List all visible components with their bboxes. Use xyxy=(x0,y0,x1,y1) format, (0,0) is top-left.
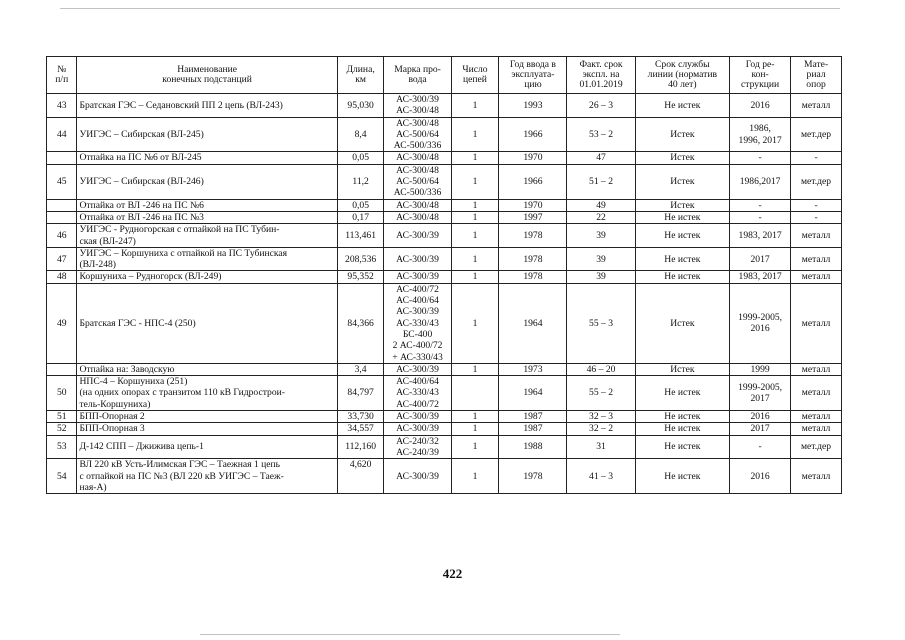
cell-reconstruction-year: 1999-2005, 2016 xyxy=(730,283,791,363)
scan-artifact-top xyxy=(60,8,840,9)
cell-length: 34,557 xyxy=(337,423,384,435)
cell-reconstruction-year: 1999 xyxy=(730,363,791,375)
cell-service-status: Не истек xyxy=(635,435,730,459)
cell-number: 52 xyxy=(47,423,77,435)
cell-number: 49 xyxy=(47,283,77,363)
cell-substation-name: ВЛ 220 кВ Усть-Илимская ГЭС – Таежная 1 цепь с отпайкой на ПС №3 (ВЛ 220 кВ УИГЭС – Таеж- ная-А) xyxy=(77,459,337,494)
cell-service-status: Истек xyxy=(635,283,730,363)
cell-support-material: мет.дер xyxy=(791,117,842,152)
cell-wire-brand: АС-300/39 xyxy=(384,459,451,494)
cell-substation-name: УИГЭС – Коршуниха с отпайкой на ПС Тубинская (ВЛ-248) xyxy=(77,247,337,271)
cell-substation-name: Братская ГЭС - НПС-4 (250) xyxy=(77,283,337,363)
cell-substation-name: НПС-4 – Коршуниха (251) (на одних опорах с транзитом 110 кВ Гидрострои- тель-Коршуниха) xyxy=(77,376,337,411)
cell-actual-service: 39 xyxy=(567,224,635,248)
cell-commission-year: 1978 xyxy=(499,224,567,248)
cell-wire-brand: АС-300/39 xyxy=(384,247,451,271)
cell-actual-service: 55 – 3 xyxy=(567,283,635,363)
table-header-row xyxy=(47,57,842,94)
cell-actual-service: 32 – 2 xyxy=(567,423,635,435)
cell-number: 50 xyxy=(47,376,77,411)
cell-service-status: Не истек xyxy=(635,423,730,435)
header-length: Длина, км xyxy=(337,57,384,94)
cell-wire-brand: АС-300/39 АС-300/48 xyxy=(384,94,451,118)
cell-reconstruction-year: - xyxy=(730,199,791,211)
cell-support-material: мет.дер xyxy=(791,164,842,199)
cell-actual-service: 51 – 2 xyxy=(567,164,635,199)
cell-circuits: 1 xyxy=(451,435,499,459)
cell-reconstruction-year: 2016 xyxy=(730,94,791,118)
header-support-material: Мате- риал опор xyxy=(791,57,842,94)
table-row xyxy=(47,117,842,152)
cell-reconstruction-year: 2016 xyxy=(730,459,791,494)
cell-number: 45 xyxy=(47,164,77,199)
cell-actual-service: 46 – 20 xyxy=(567,363,635,375)
cell-reconstruction-year: 1986,2017 xyxy=(730,164,791,199)
header-reconstruction-year: Год ре- кон- струкции xyxy=(730,57,791,94)
cell-number xyxy=(47,199,77,211)
header-circuits: Число цепей xyxy=(451,57,499,94)
cell-actual-service: 31 xyxy=(567,435,635,459)
cell-number: 43 xyxy=(47,94,77,118)
cell-wire-brand: АС-300/39 xyxy=(384,423,451,435)
cell-service-status: Истек xyxy=(635,363,730,375)
cell-wire-brand: АС-300/48 xyxy=(384,211,451,223)
cell-reconstruction-year: 2017 xyxy=(730,247,791,271)
cell-commission-year: 1978 xyxy=(499,459,567,494)
cell-length: 0,05 xyxy=(337,199,384,211)
cell-commission-year: 1978 xyxy=(499,247,567,271)
cell-reconstruction-year: 1983, 2017 xyxy=(730,224,791,248)
cell-support-material: - xyxy=(791,199,842,211)
cell-circuits: 1 xyxy=(451,94,499,118)
cell-number: 53 xyxy=(47,435,77,459)
table-row xyxy=(47,376,842,411)
cell-service-status: Истек xyxy=(635,117,730,152)
cell-commission-year: 1978 xyxy=(499,271,567,283)
cell-reconstruction-year: 2017 xyxy=(730,423,791,435)
cell-circuits xyxy=(451,376,499,411)
table-row xyxy=(47,152,842,164)
cell-support-material: металл xyxy=(791,271,842,283)
cell-substation-name: Отпайка на ПС №6 от ВЛ-245 xyxy=(77,152,337,164)
cell-substation-name: БПП-Опорная 2 xyxy=(77,411,337,423)
cell-length: 84,366 xyxy=(337,283,384,363)
cell-service-status: Не истек xyxy=(635,411,730,423)
cell-circuits: 1 xyxy=(451,247,499,271)
cell-substation-name: УИГЭС – Сибирская (ВЛ-246) xyxy=(77,164,337,199)
cell-wire-brand: АС-300/39 xyxy=(384,224,451,248)
cell-substation-name: Отпайка от ВЛ -246 на ПС №3 xyxy=(77,211,337,223)
cell-wire-brand: АС-300/48 xyxy=(384,152,451,164)
cell-length: 113,461 xyxy=(337,224,384,248)
cell-reconstruction-year: - xyxy=(730,211,791,223)
cell-actual-service: 41 – 3 xyxy=(567,459,635,494)
cell-number: 54 xyxy=(47,459,77,494)
cell-reconstruction-year: - xyxy=(730,435,791,459)
cell-actual-service: 53 – 2 xyxy=(567,117,635,152)
cell-circuits: 1 xyxy=(451,152,499,164)
cell-actual-service: 32 – 3 xyxy=(567,411,635,423)
cell-service-status: Не истек xyxy=(635,459,730,494)
cell-reconstruction-year: 1999-2005, 2017 xyxy=(730,376,791,411)
cell-number: 47 xyxy=(47,247,77,271)
cell-service-status: Не истек xyxy=(635,211,730,223)
header-substations: Наименование конечных подстанций xyxy=(77,57,337,94)
cell-commission-year: 1970 xyxy=(499,152,567,164)
cell-circuits: 1 xyxy=(451,271,499,283)
cell-wire-brand: АС-300/48 АС-500/64 АС-500/336 xyxy=(384,164,451,199)
table-row xyxy=(47,411,842,423)
cell-wire-brand: АС-300/39 xyxy=(384,411,451,423)
cell-substation-name: Д-142 СПП – Джижива цепь-1 xyxy=(77,435,337,459)
table-row xyxy=(47,224,842,248)
cell-commission-year: 1966 xyxy=(499,164,567,199)
cell-support-material: мет.дер xyxy=(791,435,842,459)
header-commission-year: Год ввода в эксплуата- цию xyxy=(499,57,567,94)
cell-number: 44 xyxy=(47,117,77,152)
cell-actual-service: 22 xyxy=(567,211,635,223)
cell-length: 0,17 xyxy=(337,211,384,223)
cell-length: 95,030 xyxy=(337,94,384,118)
cell-number xyxy=(47,211,77,223)
cell-circuits: 1 xyxy=(451,411,499,423)
cell-support-material: металл xyxy=(791,363,842,375)
table-row xyxy=(47,435,842,459)
cell-circuits: 1 xyxy=(451,283,499,363)
cell-circuits: 1 xyxy=(451,224,499,248)
cell-reconstruction-year: - xyxy=(730,152,791,164)
cell-service-status: Истек xyxy=(635,164,730,199)
cell-actual-service: 47 xyxy=(567,152,635,164)
header-actual-service: Факт. срок экспл. на 01.01.2019 xyxy=(567,57,635,94)
cell-substation-name: УИГЭС – Сибирская (ВЛ-245) xyxy=(77,117,337,152)
cell-substation-name: УИГЭС - Рудногорская с отпайкой на ПС Тубин- ская (ВЛ-247) xyxy=(77,224,337,248)
cell-support-material: металл xyxy=(791,376,842,411)
cell-service-status: Не истек xyxy=(635,247,730,271)
cell-actual-service: 49 xyxy=(567,199,635,211)
cell-actual-service: 39 xyxy=(567,247,635,271)
cell-commission-year: 1970 xyxy=(499,199,567,211)
cell-service-status: Не истек xyxy=(635,224,730,248)
table-row xyxy=(47,423,842,435)
table-row xyxy=(47,247,842,271)
cell-length: 112,160 xyxy=(337,435,384,459)
cell-substation-name: Братская ГЭС – Седановский ПП 2 цепь (ВЛ-243) xyxy=(77,94,337,118)
table-row xyxy=(47,283,842,363)
cell-number xyxy=(47,363,77,375)
cell-wire-brand: АС-300/39 xyxy=(384,271,451,283)
table-row xyxy=(47,199,842,211)
cell-length: 84,797 xyxy=(337,376,384,411)
cell-commission-year: 1987 xyxy=(499,411,567,423)
cell-circuits: 1 xyxy=(451,459,499,494)
cell-commission-year: 1997 xyxy=(499,211,567,223)
cell-length: 4,620 xyxy=(337,459,384,494)
cell-length: 0,05 xyxy=(337,152,384,164)
cell-support-material: металл xyxy=(791,459,842,494)
cell-number: 46 xyxy=(47,224,77,248)
cell-wire-brand: АС-300/48 xyxy=(384,199,451,211)
cell-commission-year: 1993 xyxy=(499,94,567,118)
table-row xyxy=(47,94,842,118)
cell-support-material: металл xyxy=(791,411,842,423)
power-lines-table xyxy=(46,56,842,494)
table-row xyxy=(47,164,842,199)
cell-support-material: металл xyxy=(791,423,842,435)
cell-service-status: Не истек xyxy=(635,94,730,118)
cell-commission-year: 1973 xyxy=(499,363,567,375)
cell-support-material: металл xyxy=(791,283,842,363)
table-row xyxy=(47,459,842,494)
cell-circuits: 1 xyxy=(451,211,499,223)
cell-wire-brand: АС-300/48 АС-500/64 АС-500/336 xyxy=(384,117,451,152)
cell-length: 3,4 xyxy=(337,363,384,375)
cell-actual-service: 39 xyxy=(567,271,635,283)
cell-substation-name: Отпайка от ВЛ -246 на ПС №6 xyxy=(77,199,337,211)
cell-length: 208,536 xyxy=(337,247,384,271)
cell-length: 95,352 xyxy=(337,271,384,283)
cell-substation-name: Коршуниха – Рудногорск (ВЛ-249) xyxy=(77,271,337,283)
cell-length: 33,730 xyxy=(337,411,384,423)
cell-number xyxy=(47,152,77,164)
header-number: № п/п xyxy=(47,57,77,94)
cell-wire-brand: АС-400/72 АС-400/64 АС-300/39 АС-330/43 БС-400 2 АС-400/72 + АС-330/43 xyxy=(384,283,451,363)
cell-service-status: Истек xyxy=(635,199,730,211)
cell-length: 8,4 xyxy=(337,117,384,152)
cell-circuits: 1 xyxy=(451,199,499,211)
cell-service-status: Истек xyxy=(635,152,730,164)
cell-reconstruction-year: 1983, 2017 xyxy=(730,271,791,283)
scan-artifact-bottom xyxy=(200,634,620,635)
cell-number: 48 xyxy=(47,271,77,283)
cell-number: 51 xyxy=(47,411,77,423)
page-number: 422 xyxy=(442,566,463,581)
cell-wire-brand: АС-240/32 АС-240/39 xyxy=(384,435,451,459)
cell-support-material: металл xyxy=(791,247,842,271)
cell-support-material: металл xyxy=(791,94,842,118)
cell-substation-name: Отпайка на: Заводскую xyxy=(77,363,337,375)
cell-commission-year: 1966 xyxy=(499,117,567,152)
cell-reconstruction-year: 2016 xyxy=(730,411,791,423)
cell-service-status: Не истек xyxy=(635,271,730,283)
cell-circuits: 1 xyxy=(451,164,499,199)
cell-actual-service: 26 – 3 xyxy=(567,94,635,118)
cell-support-material: металл xyxy=(791,224,842,248)
table-row xyxy=(47,271,842,283)
table-row xyxy=(47,363,842,375)
header-wire-brand: Марка про- вода xyxy=(384,57,451,94)
cell-commission-year: 1964 xyxy=(499,283,567,363)
cell-commission-year: 1988 xyxy=(499,435,567,459)
cell-circuits: 1 xyxy=(451,363,499,375)
cell-circuits: 1 xyxy=(451,117,499,152)
cell-support-material: - xyxy=(791,211,842,223)
table-row xyxy=(47,211,842,223)
cell-substation-name: БПП-Опорная 3 xyxy=(77,423,337,435)
cell-commission-year: 1987 xyxy=(499,423,567,435)
header-service-life: Срок службы линии (норматив 40 лет) xyxy=(635,57,730,94)
cell-circuits: 1 xyxy=(451,423,499,435)
cell-reconstruction-year: 1986, 1996, 2017 xyxy=(730,117,791,152)
cell-length: 11,2 xyxy=(337,164,384,199)
cell-actual-service: 55 – 2 xyxy=(567,376,635,411)
cell-wire-brand: АС-400/64 АС-330/43 АС-400/72 xyxy=(384,376,451,411)
cell-service-status: Не истек xyxy=(635,376,730,411)
cell-wire-brand: АС-300/39 xyxy=(384,363,451,375)
cell-support-material: - xyxy=(791,152,842,164)
cell-commission-year: 1964 xyxy=(499,376,567,411)
